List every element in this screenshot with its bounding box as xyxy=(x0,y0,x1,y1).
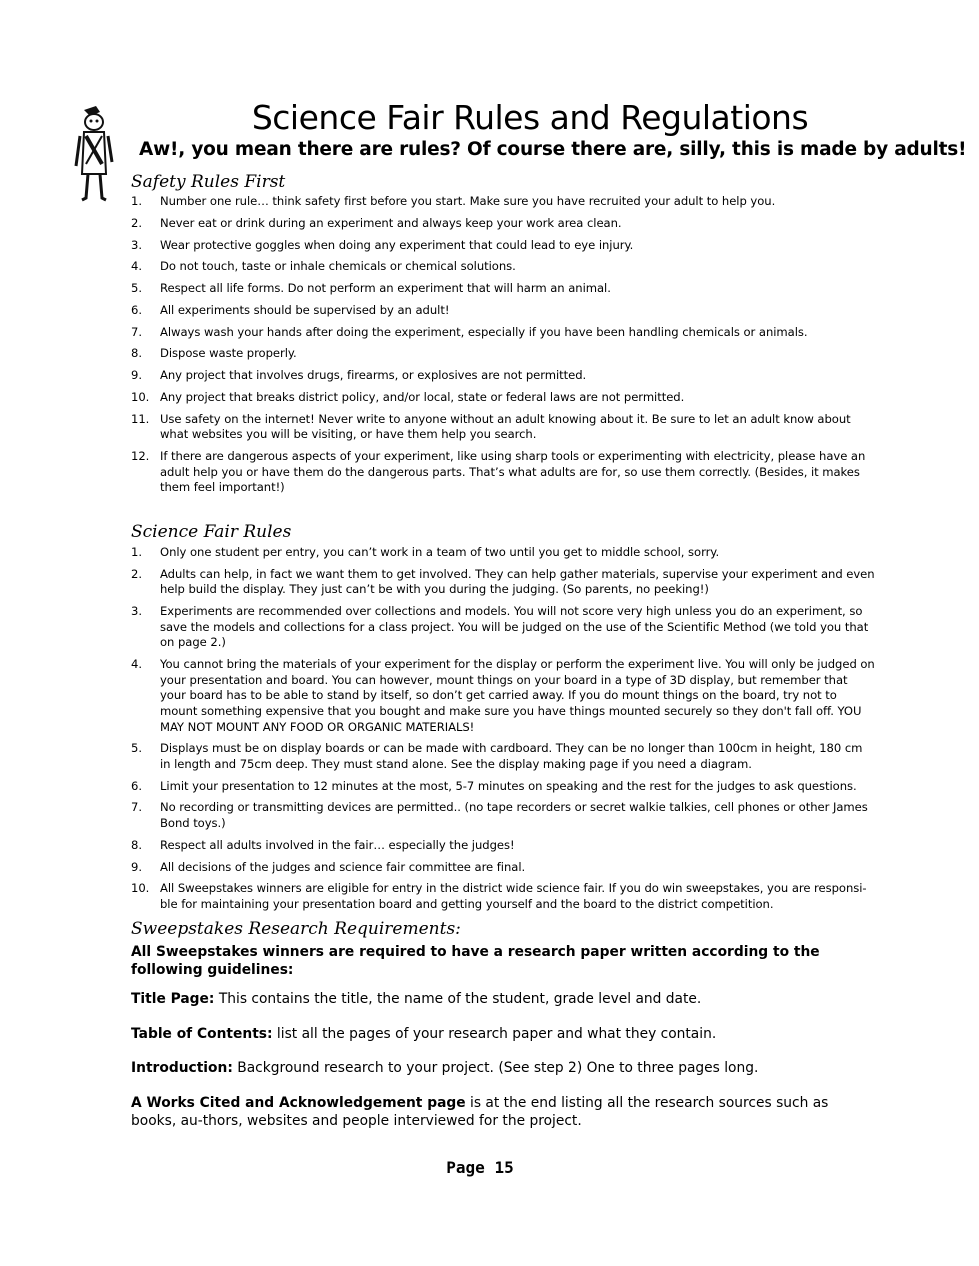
list-item: 8. Respect all adults involved in the fair… especially the judges! xyxy=(131,837,515,852)
list-item: 7. No recording or transmitting devices are permitted.. (no tape recorders or secret walkie talkies, cell phones or other James Bond toys.) xyxy=(131,800,868,831)
list-item: 9. All decisions of the judges and science fair committee are final. xyxy=(131,859,526,874)
page-subtitle: Aw!, you mean there are rules? Of course there are, silly, this is made by adults! xyxy=(139,139,967,160)
list-item: 11. Use safety on the internet! Never write to anyone without an adult knowing about it. Be sure to let an adult know about what websites you will be visiting, or have them help you search. xyxy=(131,411,851,442)
list-item: 1. Only one student per entry, you can’t work in a team of two until you get to middle school, sorry. xyxy=(131,545,720,559)
list-item: 9. Any project that involves drugs, firearms, or explosives are not permitted. xyxy=(131,368,587,383)
safety-heading: Safety Rules First xyxy=(131,172,286,192)
introduction-paragraph: Introduction: Background research to your project. (See step 2) One to three pages long. xyxy=(131,1060,759,1076)
list-item: 1. Number one rule… think safety first before you start. Make sure you have recruited your adult to help you. xyxy=(131,194,776,208)
fair-rules-heading: Science Fair Rules xyxy=(131,522,292,542)
list-item: 5. Respect all life forms. Do not perform an experiment that will harm an animal. xyxy=(131,281,611,296)
title-page-paragraph: Title Page: This contains the title, the name of the student, grade level and date. xyxy=(131,991,702,1007)
list-item: 10. All Sweepstakes winners are eligible for entry in the district wide science fair. If you do win sweepstakes, you are responsi-ble for maintaining your presentation board and getting yourself and the board to the district competition. xyxy=(131,881,867,911)
list-item: 2. Adults can help, in fact we want them to get involved. They can help gather materials, supervise your experiment and even help build the display. They just can’t be with you during the judging. (So parents, no peeking!) xyxy=(131,566,875,597)
list-item: 10. Any project that breaks district policy, and/or local, state or federal laws are not permitted. xyxy=(131,390,685,405)
list-item: 8. Dispose waste properly. xyxy=(131,346,297,361)
table-of-contents-paragraph: Table of Contents: list all the pages of your research paper and what they contain. xyxy=(131,1026,717,1042)
sweepstakes-intro: All Sweepstakes winners are required to have a research paper written according to the following guidelines: xyxy=(131,944,820,978)
list-item: 3. Wear protective goggles when doing any experiment that could lead to eye injury. xyxy=(131,237,634,252)
page-title: Science Fair Rules and Regulations xyxy=(251,98,809,137)
page-number: Page 15 xyxy=(446,1158,514,1177)
list-item: 7. Always wash your hands after doing the experiment, especially if you have been handling chemicals or animals. xyxy=(131,324,808,339)
list-item: 3. Experiments are recommended over collections and models. You will not score very high unless you do an experiment, so save the models and collections for a class project. You will be judged on the use of the Scientific Method (we told you that on page 2.) xyxy=(131,604,869,650)
list-item: 6. All experiments should be supervised by an adult! xyxy=(131,302,450,317)
list-item: 12. If there are dangerous aspects of your experiment, like using sharp tools or experimenting with electricity, please have an adult help you or have them do the dangerous parts. That’s what adults are for, so use them correctly. (Besides, it makes them feel important!) xyxy=(131,449,866,495)
list-item: 6. Limit your presentation to 12 minutes at the most, 5-7 minutes on speaking and the rest for the judges to ask questions. xyxy=(131,778,857,793)
sweepstakes-heading: Sweepstakes Research Requirements: xyxy=(131,919,461,939)
safety-rules-list xyxy=(131,194,876,502)
scientist-mascot-icon xyxy=(72,104,116,204)
list-item: 2. Never eat or drink during an experiment and always keep your work area clean. xyxy=(131,215,622,230)
list-item: 4. Do not touch, taste or inhale chemicals or chemical solutions. xyxy=(131,259,516,274)
works-cited-paragraph: A Works Cited and Acknowledgement page is at the end listing all the research sources such as books, au-thors, websites and people interviewed for the project. xyxy=(131,1095,829,1129)
fair-rules-list xyxy=(131,545,876,919)
list-item: 5. Displays must be on display boards or can be made with cardboard. They can be no longer than 100cm in height, 180 cm in length and 75cm deep. They must stand alone. See the display making page if you need a diagram. xyxy=(131,741,863,771)
list-item: 4. You cannot bring the materials of your experiment for the display or perform the experiment live. You will only be judged on your presentation and board. You can however, mount things on your board in a type of 3D display, but remember that your board has to be able to stand by itself, so don’t get carried away. If you do mount things on the board, try not to mount something expensive that you bought and make sure you have things mounted securely so they don't fall off. YOU MAY NOT MOUNT ANY FOOD OR ORGANIC MATERIALS! xyxy=(131,657,875,734)
